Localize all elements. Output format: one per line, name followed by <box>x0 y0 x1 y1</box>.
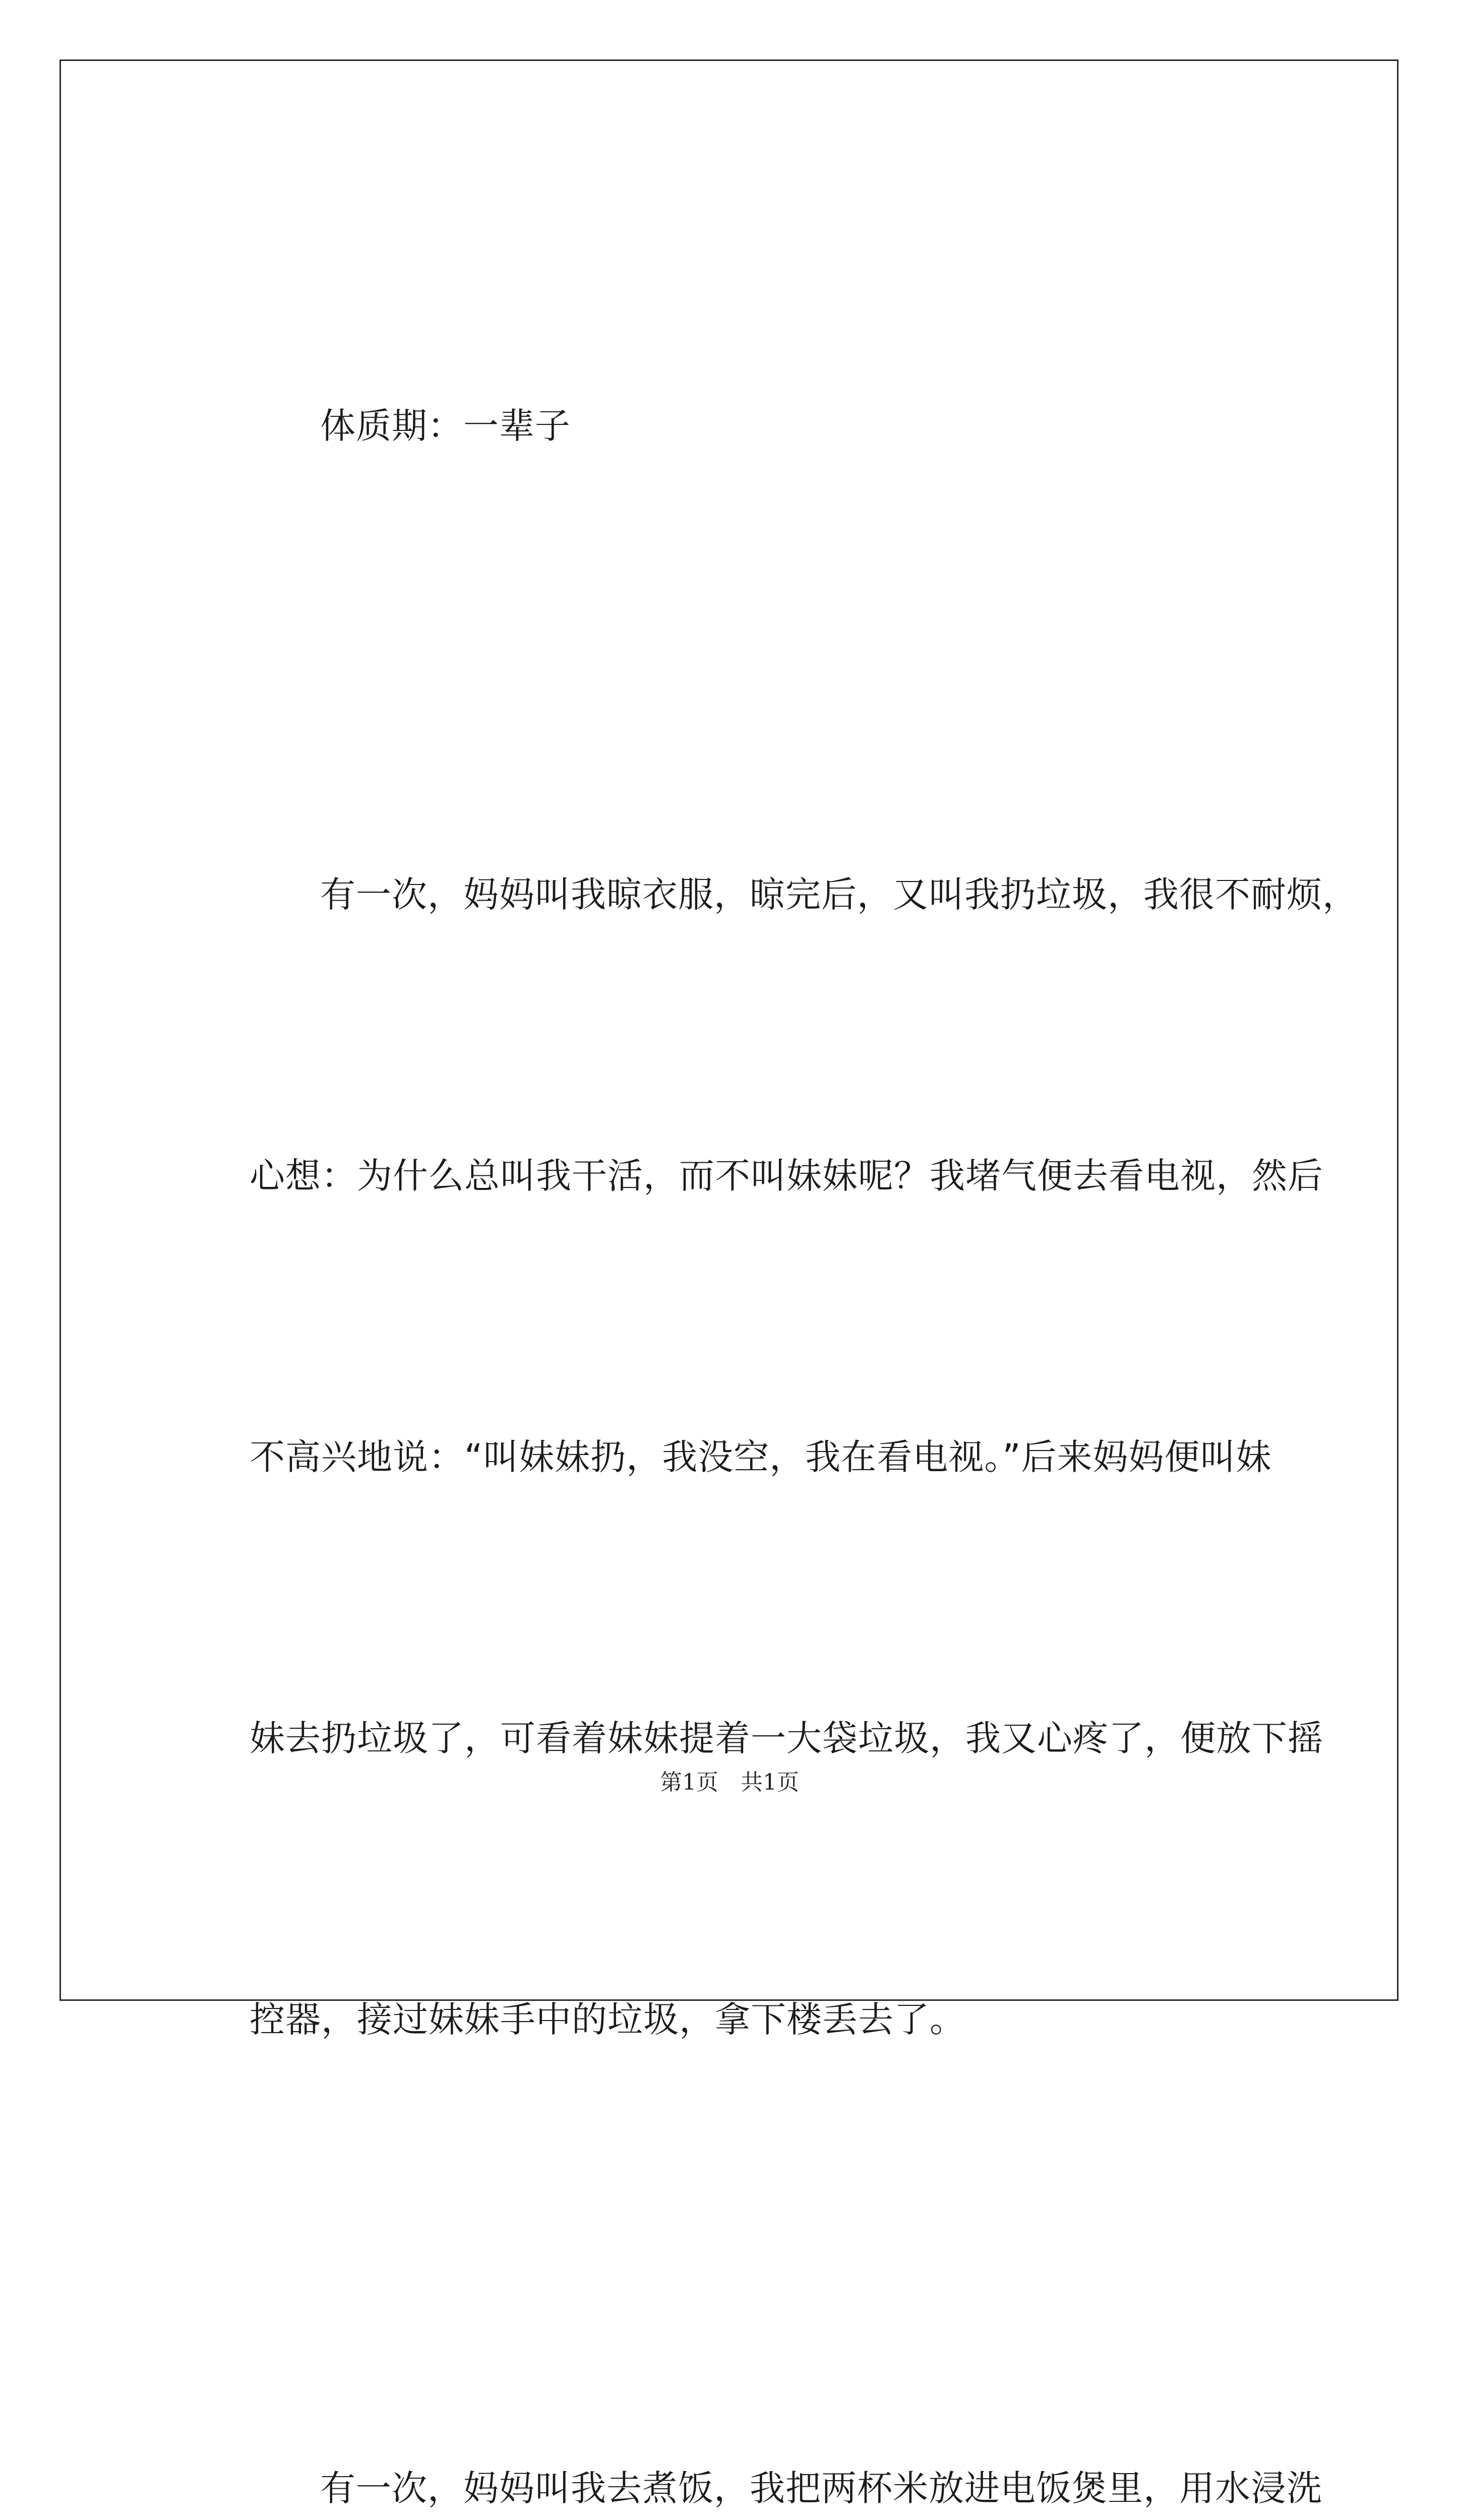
text-line: 控器，接过妹妹手中的垃圾，拿下楼丢去了。 <box>250 1999 965 2040</box>
text-line: 不高兴地说：“叫妹妹扔，我没空，我在看电视。”后来妈妈便叫妹 <box>250 1436 1272 1478</box>
paragraph <box>179 2254 1322 2520</box>
document-body <box>179 192 1358 2520</box>
paragraph <box>179 660 1358 2254</box>
text-line: 心想：为什么总叫我干活，而不叫妹妹呢？我堵气便去看电视，然后 <box>250 1155 1323 1196</box>
text-line: 妹去扔垃圾了，可看着妹妹提着一大袋垃圾，我又心疼了，便放下摇 <box>250 1718 1323 1759</box>
paragraph <box>179 192 1283 660</box>
text-line: 有一次，妈妈叫我去煮饭，我把两杯米放进电饭煲里，用水浸洗 <box>320 2468 1322 2509</box>
page-number-footer: 第1页 共1页 <box>660 1770 799 1795</box>
text-line: 体质期：一辈子 <box>320 405 571 447</box>
text-line: 有一次，妈妈叫我晾衣服，晾完后，又叫我扔垃圾，我很不耐烦， <box>320 874 1358 915</box>
